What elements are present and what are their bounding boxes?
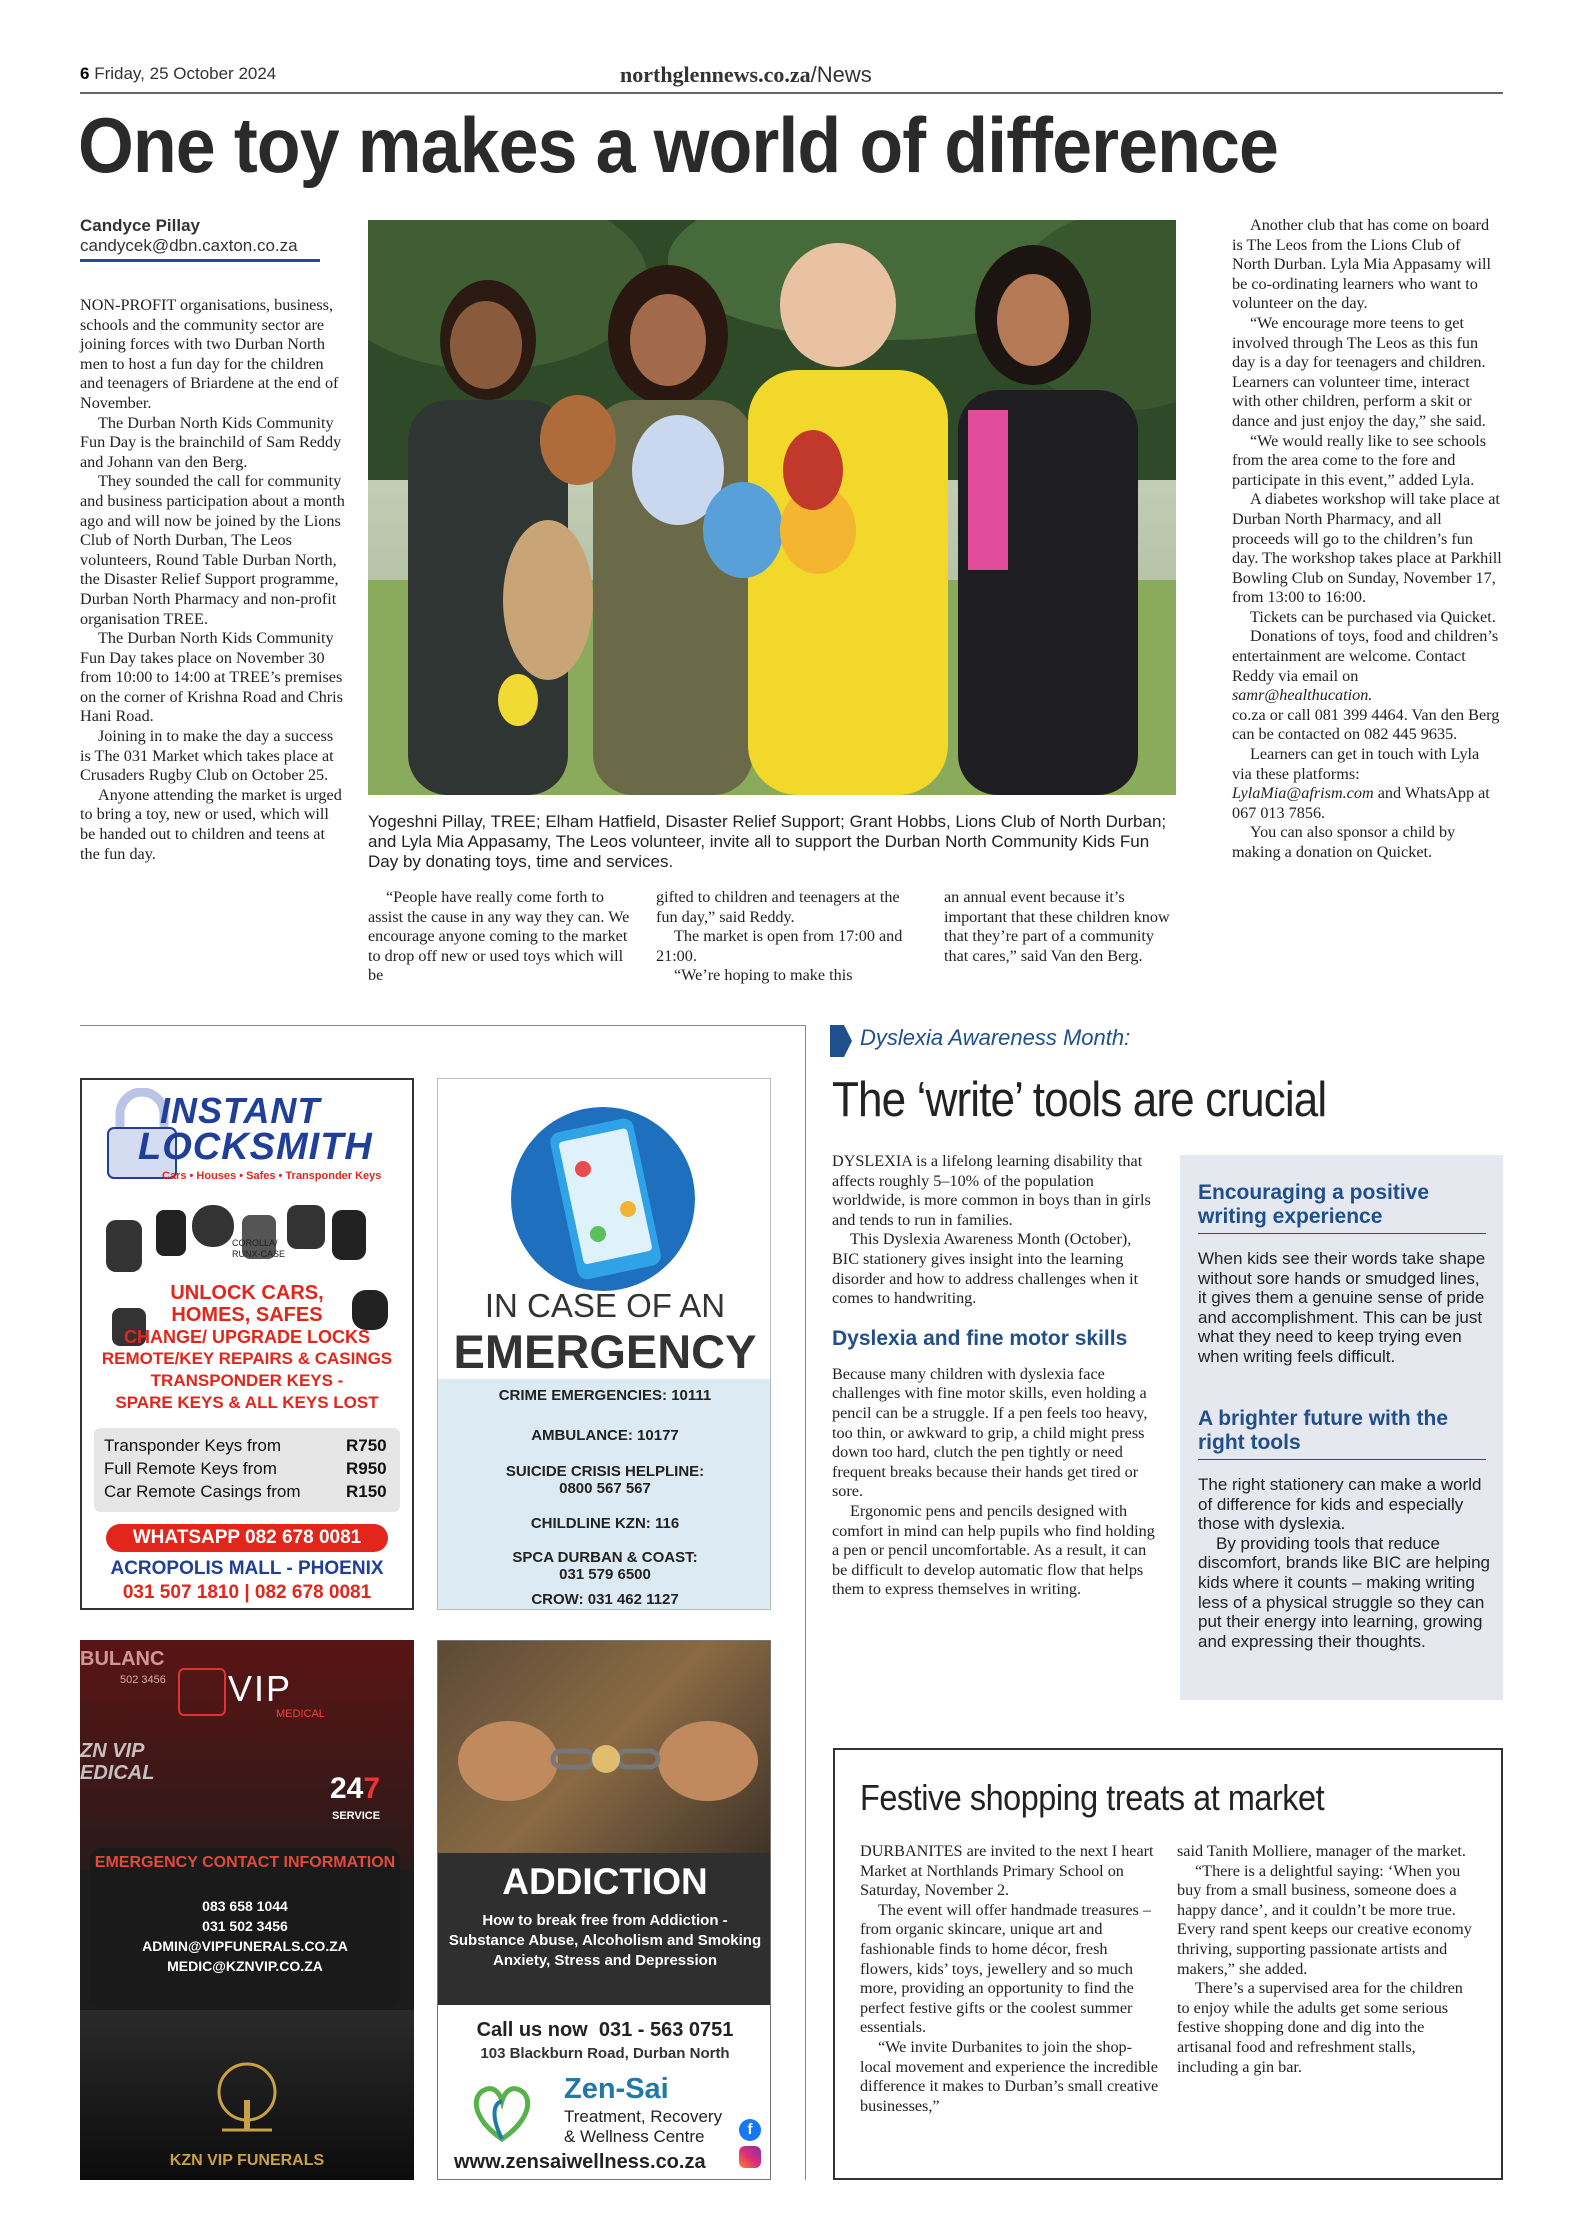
sidebar-paragraph: The right stationery can make a world of difference for kids and especially those with dyslexia. [1198, 1475, 1482, 1534]
lead-column-3 [656, 888, 921, 986]
key-label: COROLLA/ RUNX-CASE [232, 1238, 286, 1259]
whatsapp-button[interactable]: WHATSAPP 082 678 0081 [106, 1524, 388, 1552]
price-value: R950 [346, 1459, 387, 1478]
contact-title: EMERGENCY CONTACT INFORMATION [94, 1854, 396, 1871]
section-name: /News [810, 62, 872, 87]
dyslexia-paragraph: This Dyslexia Awareness Month (October), BIC stationery gives insight into the learning disorder and how to address challenges when it comes to handwriting. [832, 1230, 1139, 1308]
festive-column-2 [1177, 1842, 1477, 2077]
ad-phones[interactable]: 031 507 1810 | 082 678 0081 [122, 1582, 372, 1603]
contact-email[interactable]: ADMIN@VIPFUNERALS.CO.ZA [142, 1938, 348, 1954]
lead-paragraph: Joining in to make the day a success is The 031 Market which takes place at Crusaders Rugby Club on October 25. [80, 727, 334, 785]
emergency-number: CHILDLINE KZN: 116 [530, 1515, 680, 1532]
ambulance-text: EDICAL [80, 1762, 155, 1784]
lead-paragraph: The Durban North Kids Community Fun Day takes place on November 30 from 10:00 to 14:00 at TREE’s premises on the corner of Krishna Road and Chris Hani Road. [80, 629, 343, 726]
service-line: UNLOCK CARS, [170, 1282, 324, 1304]
lead-paragraph: Another club that has come on board is The Leos from the Lions Club of North Durban. Lyla Mia Appasamy will be co-ordinating learners who want to volunteer on the day. [1232, 216, 1491, 313]
festive-column-1 [860, 1842, 1160, 2116]
badge-7: 7 [363, 1772, 381, 1805]
lead-paragraph: “We would really like to see schools from the area come to the fore and participate in this event,” added Lyla. [1232, 431, 1487, 489]
page-number: 6 [80, 64, 90, 83]
ambulance-text: 502 3456 [120, 1674, 166, 1686]
site-name: northglennews.co.za [620, 62, 811, 87]
dyslexia-column-1 [832, 1152, 1162, 1600]
festive-paragraph: The event will offer handmade treasures – from organic skincare, unique art and fashionable finds to home décor, fresh flowers, kids’ toys, jewellery and so much more, providing an opportunity to find the perfect festive gifts or the coolest summer essentials. [860, 1900, 1151, 2037]
price-item: Full Remote Keys from [104, 1459, 277, 1478]
service-line: TRANSPONDER KEYS - [150, 1371, 344, 1390]
emergency-numbers-panel [438, 1379, 771, 1610]
email-link-cont: co.za [1232, 705, 1266, 724]
vip-brand: VIP [228, 1668, 293, 1709]
learners-text: Learners can get in touch with Lyla via these platforms: [1232, 745, 1480, 783]
medical-cross-icon [178, 1668, 226, 1716]
zensai-brand: Zen-Sai [564, 2073, 669, 2105]
vip-brand-sub: MEDICAL [276, 1708, 325, 1720]
lead-paragraph: “We encourage more teens to get involved through The Leos as this fun day is a day for teenagers and children. Learners can volunteer time, interact with other children, perform a skit or dance and just enjoy the day,” she said. [1232, 313, 1486, 430]
dyslexia-title: The ‘write’ tools are crucial [832, 1073, 1327, 1127]
sidebar-paragraph: By providing tools that reduce discomfort, brands like BIC are helping kids where it counts – making writing less of a physical struggle so they can put their energy into learning, growing and expressing their thoughts. [1198, 1533, 1490, 1651]
photo-caption: Yogeshni Pillay, TREE; Elham Hatfield, Disaster Relief Support; Grant Hobbs, Lions Club of North Durban; and Lyla Mia Appasamy, The Leos volunteer, invite all to support the Durban North Community Kids Fun Day by donating toys, time and services. [368, 812, 1167, 871]
brand-line-2: LOCKSMITH [138, 1126, 373, 1168]
zensai-website[interactable]: www.zensaiwellness.co.za [454, 2151, 706, 2173]
lead-paragraph: an annual event because it’s important that these children know that they’re part of a community that cares,” said Van den Berg. [944, 888, 1170, 965]
addiction-headline: ADDICTION [502, 1861, 708, 1902]
ad-vip-medical[interactable] [80, 1640, 414, 2180]
price-value: R150 [346, 1482, 387, 1501]
email-link[interactable]: LylaMia@afrism.com [1232, 784, 1374, 803]
ad-zen-sai[interactable] [437, 1640, 771, 2180]
emergency-number: CROW: 031 462 1127 [531, 1591, 679, 1608]
lead-paragraph [1232, 627, 1502, 745]
price-items [104, 1434, 301, 1503]
sidebar-heading: A brighter future with the right tools [1198, 1407, 1449, 1454]
lead-column-1 [80, 296, 346, 864]
ad-section-divider [805, 1025, 806, 2180]
service-line: HOMES, SAFES [171, 1304, 323, 1326]
festive-paragraph: “There is a delightful saying: ‘When you buy from a small business, someone does a happy dance’, and it couldn’t be more true. Every rand spent keeps our creative economy thriving, supporting passionate artists and makers,” she added. [1177, 1861, 1472, 1978]
emergency-line-1: IN CASE OF AN [484, 1287, 726, 1324]
sidebar-text [1198, 1249, 1490, 1367]
dyslexia-kicker: Dyslexia Awareness Month: [860, 1025, 1131, 1050]
sidebar-heading: Encouraging a positive writing experience [1198, 1181, 1430, 1228]
lead-column-2 [368, 888, 633, 986]
price-item: Car Remote Casings from [104, 1482, 301, 1501]
byline-name: Candyce Pillay [80, 216, 201, 235]
ad-emergency-numbers [437, 1078, 771, 1610]
sidebar-rule [1198, 1459, 1486, 1460]
dyslexia-subhead: Dyslexia and fine motor skills [832, 1326, 1128, 1350]
zensai-logo-icon [462, 2069, 542, 2149]
lead-paragraph: A diabetes workshop will take place at Durban North Pharmacy, and all proceeds will go to the children’s fun day. The workshop takes place at Parkhill Bowling Club on Sunday, November 17, from 13:00 to 16:00. [1232, 490, 1502, 607]
service-list [82, 1282, 412, 1414]
subline: Substance Abuse, Alcoholism and Smoking [448, 1932, 762, 1949]
dyslexia-paragraph: Because many children with dyslexia face challenges with fine motor skills, even holding a pencil can be a struggle. If a pen feels too heavy, too thin, or awkward to grip, a child might press down too hard, clutch the pen tightly or need frequent breaks because their hands get tired or sore. [832, 1364, 1148, 1501]
lead-paragraph: Tickets can be purchased via Quicket. [1250, 607, 1496, 626]
whatsapp-text: and WhatsApp at 067 013 7856. [1232, 784, 1490, 822]
emergency-number: SUICIDE CRISIS HELPLINE: 0800 567 567 [505, 1463, 705, 1497]
lead-photo-illustration [368, 220, 1176, 795]
funerals-footer: KZN VIP FUNERALS [169, 2152, 325, 2169]
broken-chain-icon [438, 1641, 771, 1853]
kicker-flag-icon [830, 1025, 852, 1057]
ad-section-rule [80, 1025, 806, 1026]
contact-phone[interactable]: 083 658 1044 [202, 1898, 288, 1914]
ad-location: ACROPOLIS MALL - PHOENIX [110, 1558, 384, 1579]
emergency-line-2: EMERGENCY [453, 1325, 757, 1378]
brand-line-1: INSTANT [160, 1090, 321, 1131]
festive-paragraph: said Tanith Molliere, manager of the market. [1177, 1842, 1466, 1860]
byline-rule [80, 259, 320, 262]
email-link[interactable]: samr@healthucation. [1232, 686, 1373, 705]
lead-paragraph: Anyone attending the market is urged to bring a toy, new or used, which will be handed out to children and teens at the fun day. [80, 785, 342, 863]
issue-date: Friday, 25 October 2024 [94, 64, 277, 83]
service-line: SPARE KEYS & ALL KEYS LOST [115, 1393, 379, 1412]
lead-column-5 [1232, 216, 1502, 863]
lead-paragraph: “People have really come forth to assist the cause in any way they can. We encourage anyone coming to the market to drop off new or used toys which will be [368, 888, 630, 985]
zensai-brand-sub: Treatment, Recovery [564, 2107, 723, 2126]
festive-title: Festive shopping treats at market [860, 1777, 1325, 1818]
service-line: CHANGE/ UPGRADE LOCKS [123, 1327, 370, 1347]
lead-paragraph: The Durban North Kids Community Fun Day is the brainchild of Sam Reddy and Johann van den Berg. [80, 413, 342, 471]
lead-paragraph [1232, 745, 1502, 823]
addiction-subline [438, 1911, 771, 1971]
lead-paragraph: NON-PROFIT organisations, business, schools and the community sector are joining forces with two Durban North men to host a fun day for the children and teenagers of Briardene at the end of November. [80, 296, 339, 412]
badge-24: 24 [330, 1772, 364, 1805]
festive-paragraph: There’s a supervised area for the children to enjoy while the adults get some serious festive shopping done and dig into the artisanal food and refreshment stalls, including a gin bar. [1177, 1979, 1463, 2076]
sidebar-text [1198, 1475, 1490, 1651]
facebook-icon[interactable]: f [739, 2119, 761, 2141]
sidebar-paragraph: When kids see their words take shape without sore hands or smudged lines, it gives them a genuine sense of pride and accomplishment. This can be just what they need to keep trying even when writing feels difficult. [1198, 1249, 1486, 1366]
contact-text: or call 081 399 4464. Van den Berg can be contacted on 082 445 9635. [1232, 705, 1500, 744]
emergency-number: CRIME EMERGENCIES: 10111 [498, 1387, 712, 1404]
instagram-icon[interactable] [739, 2146, 761, 2168]
price-item: Transponder Keys from [104, 1436, 281, 1455]
badge-number [330, 1772, 380, 1806]
badge-service: SERVICE [332, 1810, 381, 1822]
lead-photo [368, 220, 1176, 795]
subline: Anxiety, Stress and Depression [493, 1952, 717, 1969]
site-header [620, 62, 872, 88]
sidebar-rule [1198, 1233, 1486, 1234]
dyslexia-paragraph: Ergonomic pens and pencils designed with comfort in mind can help pupils who find holding a pen or pencil uncomfortable. As a result, it can be difficult to develop automatic flow that helps them to express themselves in writing. [832, 1501, 1155, 1599]
page-headline: One toy makes a world of difference [78, 101, 1279, 189]
contact-email[interactable]: MEDIC@KZNVIP.CO.ZA [167, 1958, 323, 1974]
addiction-panel [438, 1853, 771, 2005]
festive-paragraph: DURBANITES are invited to the next I heart Market at Northlands Primary School on Saturday, November 2. [860, 1842, 1154, 1900]
contact-phone[interactable]: 031 502 3456 [202, 1918, 288, 1934]
ambulance-text: ZN VIP [80, 1740, 145, 1762]
smartphone-map-icon [508, 1099, 698, 1299]
zensai-address: 103 Blackburn Road, Durban North [480, 2045, 730, 2062]
emergency-number: AMBULANCE: 10177 [531, 1427, 679, 1444]
page-folio [80, 64, 276, 84]
lead-paragraph-text: Donations of toys, food and children’s entertainment are welcome. Contact Reddy via email on [1232, 627, 1499, 685]
lead-paragraph: “We’re hoping to make this [674, 966, 853, 985]
subline: How to break free from Addiction - [482, 1912, 728, 1929]
festive-paragraph: “We invite Durbanites to join the shop-local movement and experience the incredible difference it makes to Durban’s small creative businesses,” [860, 2037, 1159, 2115]
lead-paragraph: The market is open from 17:00 and 21:00. [656, 927, 903, 965]
lead-paragraph: gifted to children and teenagers at the fun day,” said Reddy. [656, 888, 900, 926]
brand-tagline: Cars • Houses • Safes • Transponder Keys [162, 1170, 382, 1182]
lead-column-4 [944, 888, 1176, 966]
zensai-brand-sub: & Wellness Centre [564, 2127, 705, 2146]
price-box [94, 1428, 400, 1512]
price-values [346, 1434, 387, 1503]
call-us[interactable]: Call us now 031 - 563 0751 [476, 2019, 734, 2041]
tree-logo-icon [202, 2060, 292, 2140]
emergency-number: SPCA DURBAN & COAST: 031 579 6500 [512, 1549, 698, 1583]
header-rule [80, 92, 1503, 94]
byline-email[interactable]: candycek@dbn.caxton.co.za [80, 236, 298, 255]
service-line: REMOTE/KEY REPAIRS & CASINGS [101, 1349, 393, 1368]
dyslexia-paragraph: DYSLEXIA is a lifelong learning disability that affects roughly 5–10% of the population worldwide, is more common in boys than in girls and tends to run in families. [832, 1152, 1151, 1229]
lead-paragraph: They sounded the call for community and business participation about a month ago and will now be joined by the Lions Club of North Durban, The Leos volunteers, Round Table Durban North, the Disaster Relief Support programme, Durban North Pharmacy and non-profit organisation TREE. [80, 472, 345, 628]
ambulance-text: BULANC [80, 1648, 165, 1670]
price-value: R750 [346, 1436, 387, 1455]
contact-panel [90, 1848, 400, 2008]
lead-paragraph: You can also sponsor a child by making a donation on Quicket. [1232, 823, 1456, 861]
ad-instant-locksmith[interactable] [80, 1078, 414, 1610]
dyslexia-sidebar [1180, 1155, 1503, 1700]
